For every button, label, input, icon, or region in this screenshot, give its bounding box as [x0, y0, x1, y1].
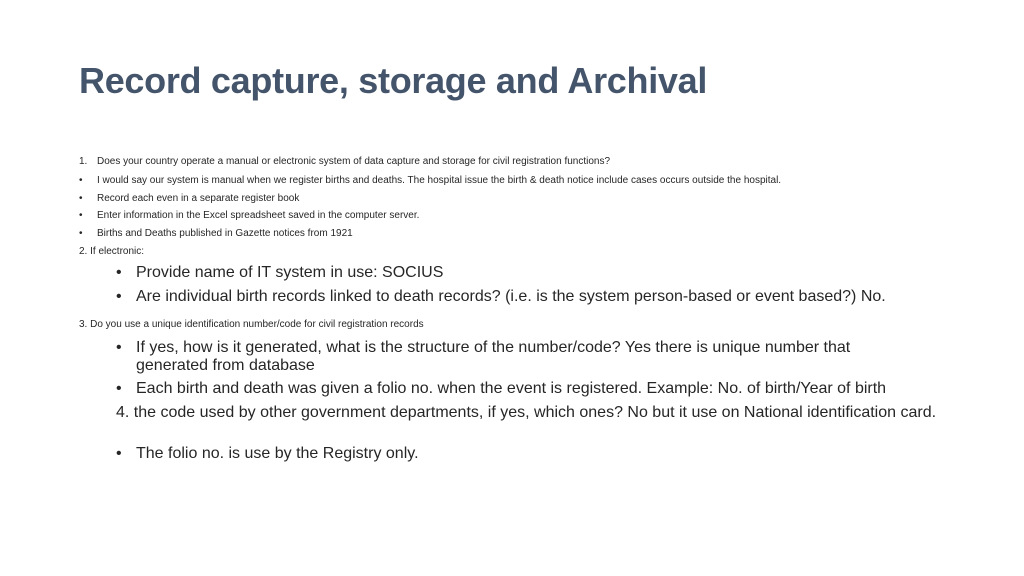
- question-1-text: Does your country operate a manual or electronic system of data capture and storage for civil registration functions?: [97, 156, 611, 167]
- question-4-bullet: [116, 445, 976, 463]
- bullet-icon: •: [116, 380, 122, 397]
- bullet-icon: •: [79, 193, 83, 204]
- bullet-icon: •: [116, 264, 122, 281]
- question-2-text: 2. If electronic:: [79, 246, 145, 257]
- slide-title: Record capture, storage and Archival: [79, 60, 708, 101]
- bullet-text: Births and Deaths published in Gazette notices from 1921: [97, 228, 353, 239]
- bullet-icon: •: [116, 445, 122, 462]
- question-4-text: 4. the code used by other government departments, if yes, which ones? No but it use on National identification card.: [116, 404, 937, 421]
- bullet-icon: •: [79, 175, 83, 186]
- question-3-text: 3. Do you use a unique identification number/code for civil registration records: [79, 319, 424, 330]
- bullet-text: If yes, how is it generated, what is the structure of the number/code? Yes there is unique number that generated from database: [136, 339, 851, 374]
- question-2-bullet: [116, 264, 976, 282]
- bullet-text: Each birth and death was given a folio no. when the event is registered. Example: No. of birth/Year of birth: [136, 380, 887, 397]
- question-2-bullet: [116, 288, 976, 306]
- question-3-bullet: [116, 339, 906, 375]
- bullet-icon: •: [116, 288, 122, 305]
- bullet-icon: •: [79, 228, 83, 239]
- bullet-text: Record each even in a separate register book: [97, 193, 300, 204]
- bullet-text: Enter information in the Excel spreadsheet saved in the computer server.: [97, 210, 420, 221]
- bullet-text: Provide name of IT system in use: SOCIUS: [136, 264, 444, 281]
- bullet-icon: •: [116, 339, 122, 356]
- question-1-number: 1.: [79, 156, 88, 167]
- bullet-text: Are individual birth records linked to death records? (i.e. is the system person-based or event based?) No.: [136, 288, 886, 305]
- bullet-icon: •: [79, 210, 83, 221]
- bullet-text: I would say our system is manual when we register births and deaths. The hospital issue the birth & death notice include cases occurs outside the hospital.: [97, 175, 782, 186]
- bullet-text: The folio no. is use by the Registry only.: [136, 445, 419, 462]
- question-4: [116, 404, 956, 422]
- question-3-bullet: [116, 380, 976, 398]
